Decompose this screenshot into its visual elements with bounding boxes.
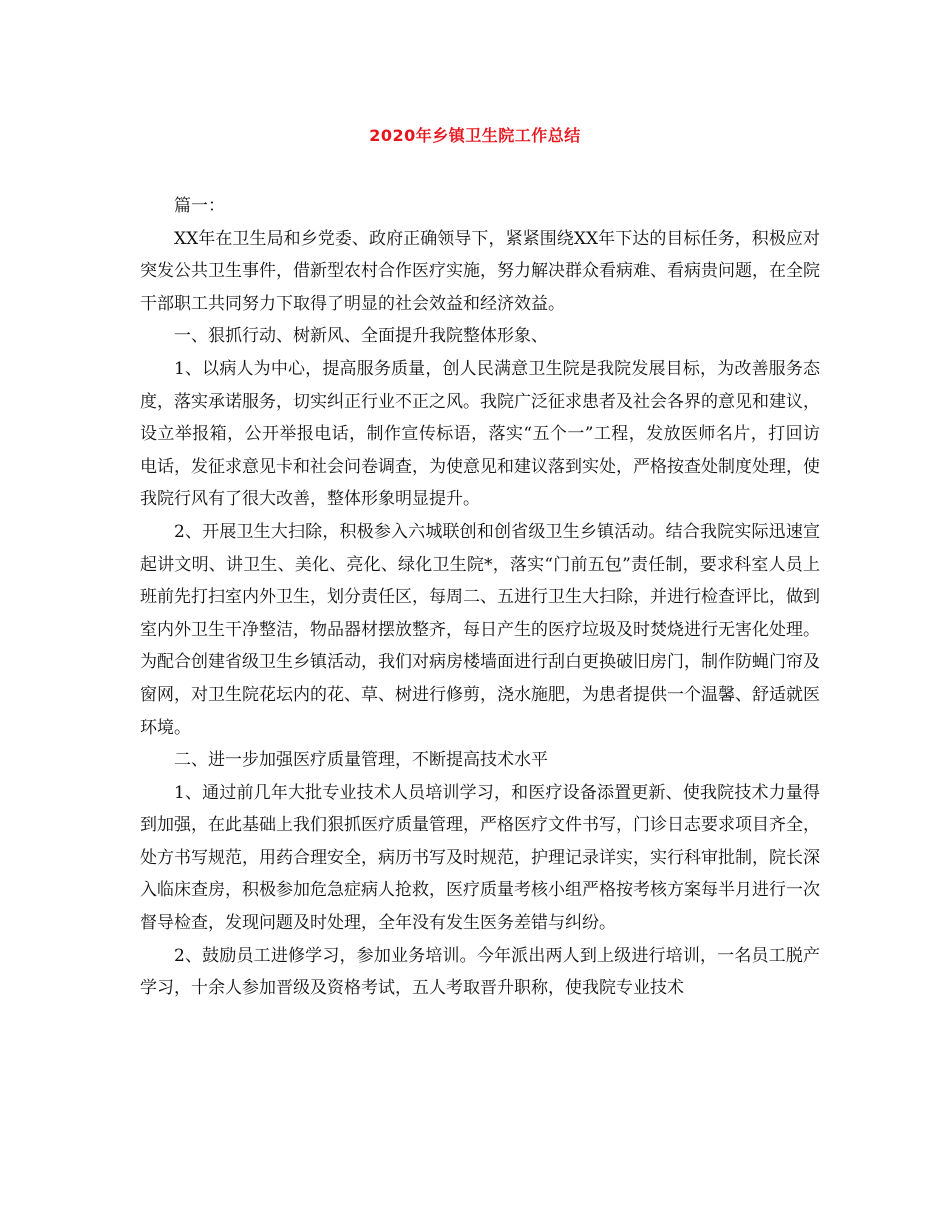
document-title: 2020年乡镇卫生院工作总结	[369, 126, 581, 145]
paragraph: 1、通过前几年大批专业技术人员培训学习，和医疗设备添置更新、使我院技术力量得到加强，在此基础上我们狠抓医疗质量管理，严格医疗文件书写，门诊日志要求项目齐全，处方书写规范，用药合理安全，病历书写及时规范，护理记录详实，实行科审批制，院长深入临床查房，积极参加危急症病人抢救，医疗质量考核小组严格按考核方案每半月进行一次督导检查，发现问题及时处理，全年没有发生医务差错与纠纷。	[140, 782, 820, 934]
paragraph: XX年在卫生局和乡党委、政府正确领导下，紧紧围绕XX年下达的目标任务，积极应对突发公共卫生事件，借新型农村合作医疗实施，努力解决群众看病难、看病贵问题，在全院干部职工共同努力下取得了明显的社会效益和经济效益。	[140, 228, 820, 314]
paragraph: 2、鼓励员工进修学习，参加业务培训。今年派出两人到上级进行培训，一名员工脱产学习，十余人参加晋级及资格考试，五人考取晋升职称，使我院专业技术	[140, 945, 820, 999]
section-heading: 二、进一步加强医疗质量管理，不断提高技术水平	[174, 750, 548, 771]
document-body	[140, 190, 820, 1005]
section-heading: 一、狠抓行动、树新风、全面提升我院整体形象、	[174, 326, 548, 347]
paragraph: 2、开展卫生大扫除，积极参入六城联创和创省级卫生乡镇活动。结合我院实际迅速宣起讲文明、讲卫生、美化、亮化、绿化卫生院*，落实“门前五包”责任制，要求科室人员上班前先打扫室内外卫生，划分责任区，每周二、五进行卫生大扫除，并进行检查评比，做到室内外卫生干净整洁，物品器材摆放整齐，每日产生的医疗垃圾及时焚烧进行无害化处理。为配合创建省级卫生乡镇活动，我们对病房楼墙面进行刮白更换破旧房门，制作防蝇门帘及窗网，对卫生院花坛内的花、草、树进行修剪，浇水施肥，为患者提供一个温馨、舒适就医环境。	[140, 521, 820, 738]
paragraph: 1、以病人为中心，提高服务质量，创人民满意卫生院是我院发展目标，为改善服务态度，落实承诺服务，切实纠正行业不正之风。我院广泛征求患者及社会各界的意见和建议，设立举报箱，公开举报电话，制作宣传标语，落实“五个一”工程，发放医师名片，打回访电话，发征求意见卡和社会问卷调查，为使意见和建议落到实处，严格按查处制度处理，使我院行风有了很大改善，整体形象明显提升。	[140, 358, 820, 510]
paragraph-heading: 篇一：	[174, 196, 225, 216]
